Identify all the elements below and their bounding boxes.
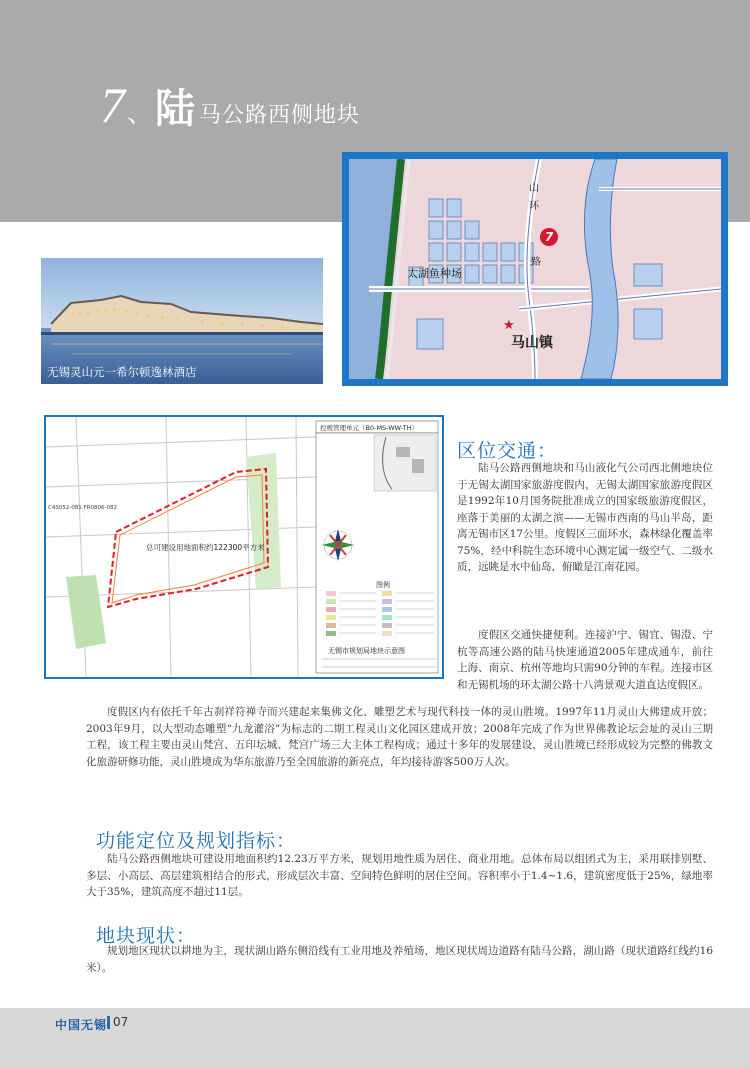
section-title-location: 区位交通： bbox=[457, 440, 558, 462]
planning-map-graphic bbox=[46, 417, 442, 677]
location-paragraph-1 bbox=[457, 460, 713, 576]
location-text-1: 陆马公路西侧地块和马山液化气公司西北侧地块位于无锡太湖国家旅游度假内，无锡太湖国家旅游度假区是1992年10月国务院批准成立的国家级旅游度假区，座落于美丽的太湖之滨——无锡市西南的马山半岛，距离无锡市区17公里。度假区三面环水，森林绿化覆盖率75%，经中科院生态环境中心测定属一级空气、二级水质，远眺是水中仙岛，俯瞰是江南花园。 bbox=[457, 462, 713, 573]
location-text-2: 度假区交通快捷便利。连接沪宁、锡宜、锡澄、宁杭等高速公路的陆马快速通道2005年建成通车，前往上海、南京、杭州等地均只需90分钟的车程。连接市区和无锡机场的环太湖公路十八湾景观大道直达度假区。 bbox=[457, 629, 713, 691]
footer-logo: 中国无锡 bbox=[55, 1018, 108, 1032]
map-marker-number: 7 bbox=[544, 230, 554, 244]
title-rest: 马公路西侧地块 bbox=[199, 103, 361, 128]
map-town-label: 马山镇 bbox=[511, 335, 553, 351]
plan-header-text: 控规管理单元（B0-MS-WW-TH） bbox=[320, 424, 418, 432]
hotel-photo bbox=[41, 258, 323, 384]
function-text: 陆马公路西侧地块可建设用地面积约12.23万平方米，规划用地性质为居住、商业用地。总体布局以组团式为主，采用联排别墅、多层、小高层、高层建筑相结合的形式，形成层次丰富、空间特色鲜明的居住空间。容积率小于1.4~1.6，建筑密度低于25%，绿地率大于35%，建筑高度不超过11层。 bbox=[86, 853, 713, 898]
title-first-char: 陆 bbox=[155, 86, 196, 132]
map-side-char-3: 路 bbox=[531, 257, 541, 268]
function-paragraph bbox=[86, 851, 713, 901]
section-title-status: 地块现状： bbox=[96, 925, 197, 947]
page-title bbox=[100, 77, 361, 133]
location-map-graphic bbox=[349, 159, 721, 379]
location-map bbox=[342, 152, 728, 386]
hotel-photo-caption: 无锡灵山元一希尔顿逸林酒店 bbox=[47, 365, 197, 379]
page-number: 07 bbox=[113, 1015, 129, 1029]
location-text-3: 度假区内有依托千年古刹祥符禅寺而兴建起来集佛文化、雕塑艺术与现代科技一体的灵山胜境。1997年11月灵山大佛建成开放；2003年9月，以大型动态雕塑“九龙灌浴”为标志的二期工程灵山文化园区建成开放；2008年完成了作为世界佛教论坛会址的灵山三期工程，该工程主要由灵山梵宫、五印坛城、梵宫广场三大主体工程构成；通过十多年的发展建设，灵山胜境已经形成较为完整的佛教文化旅游研修功能，灵山胜境成为华东旅游乃至全国旅游的新亮点，年均接待游客500万人次。 bbox=[86, 706, 713, 768]
plan-footer-title: 无锡市规划局地块示意图 bbox=[328, 647, 405, 655]
footer-divider bbox=[107, 1016, 110, 1029]
map-side-char-2: 环 bbox=[529, 201, 539, 212]
section-title-function: 功能定位及规划指标： bbox=[96, 830, 297, 852]
plan-code-text: C4S052-081 FR0806-082 bbox=[48, 505, 118, 511]
plan-legend-title: 图例 bbox=[376, 581, 390, 589]
location-paragraph-3 bbox=[86, 704, 713, 770]
town-star-icon: ★ bbox=[503, 318, 515, 333]
status-paragraph bbox=[86, 943, 713, 976]
map-side-char-1: 山 bbox=[529, 183, 539, 194]
plan-area-label: 总可建设用地面积约122300平方米 bbox=[146, 543, 265, 552]
planning-map bbox=[44, 415, 444, 679]
location-paragraph-2 bbox=[457, 627, 713, 693]
title-number: 7 bbox=[100, 77, 125, 133]
title-separator: 、 bbox=[127, 98, 154, 128]
status-text: 规划地区现状以耕地为主，现状湖山路东侧沿线有工业用地及养殖场，地区现状周边道路有陆马公路，湖山路（现状道路红线约16米）。 bbox=[86, 945, 713, 974]
map-road-label: 太湖鱼种场 bbox=[407, 267, 462, 280]
